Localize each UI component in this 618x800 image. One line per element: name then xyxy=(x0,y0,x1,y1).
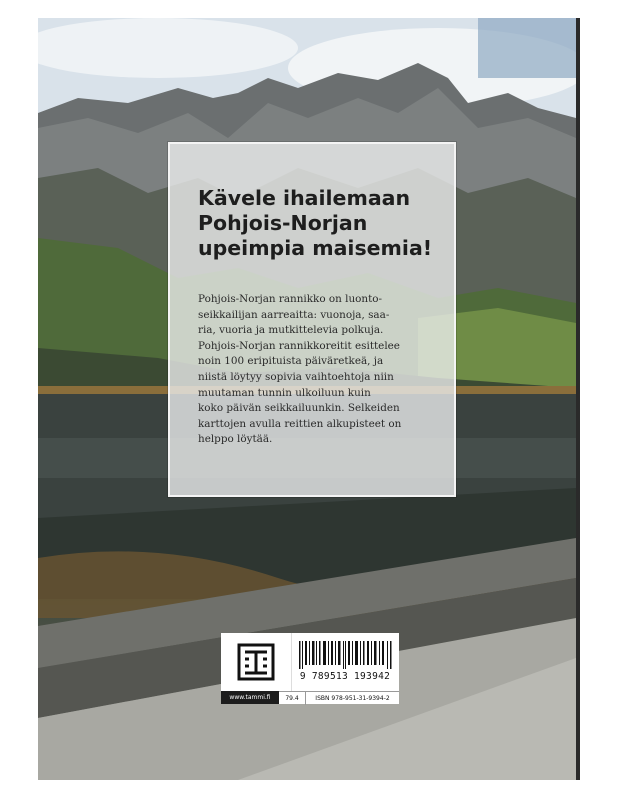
headline-line-1: Kävele ihailemaan xyxy=(198,186,411,210)
blurb-line: muutaman tunnin ulkoiluun kuin xyxy=(198,386,371,399)
class-code: 79.4 xyxy=(279,692,306,705)
blurb-line: seikkailijan aarreaitta: vuonoja, saa- xyxy=(198,308,390,321)
barcode-icon xyxy=(299,641,393,669)
blurb-panel xyxy=(168,142,456,497)
blurb-text xyxy=(198,292,450,448)
barcode-area xyxy=(221,633,399,704)
tammi-logo-icon xyxy=(221,633,292,691)
ean-number: 9 789513 193942 xyxy=(299,671,391,682)
blurb-line: helppo löytää. xyxy=(198,433,273,446)
isbn-row xyxy=(279,691,399,705)
headline-line-2: Pohjois-Norjan xyxy=(198,211,368,235)
headline xyxy=(198,186,448,261)
publisher-url: www.tammi.fi xyxy=(221,691,279,704)
isbn-text: ISBN 978-951-31-9394-2 xyxy=(315,695,390,702)
blurb-line: ria, vuoria ja mutkittelevia polkuja. xyxy=(198,324,384,337)
blurb-line: Pohjois-Norjan rannikkoreitit esittelee xyxy=(198,339,400,352)
blurb-line: karttojen avulla reittien alkupisteet on xyxy=(198,417,402,430)
blurb-line: Pohjois-Norjan rannikko on luonto- xyxy=(198,293,383,305)
book-back-cover xyxy=(38,18,580,780)
blurb-line: koko päivän seikkailuunkin. Selkeiden xyxy=(198,402,400,415)
blurb-line: niistä löytyy sopivia vaihtoehtoja niin xyxy=(198,370,394,383)
headline-line-3: upeimpia maisemia! xyxy=(198,236,433,260)
blurb-line: noin 100 eripituista päiväretkeä, ja xyxy=(198,355,384,368)
